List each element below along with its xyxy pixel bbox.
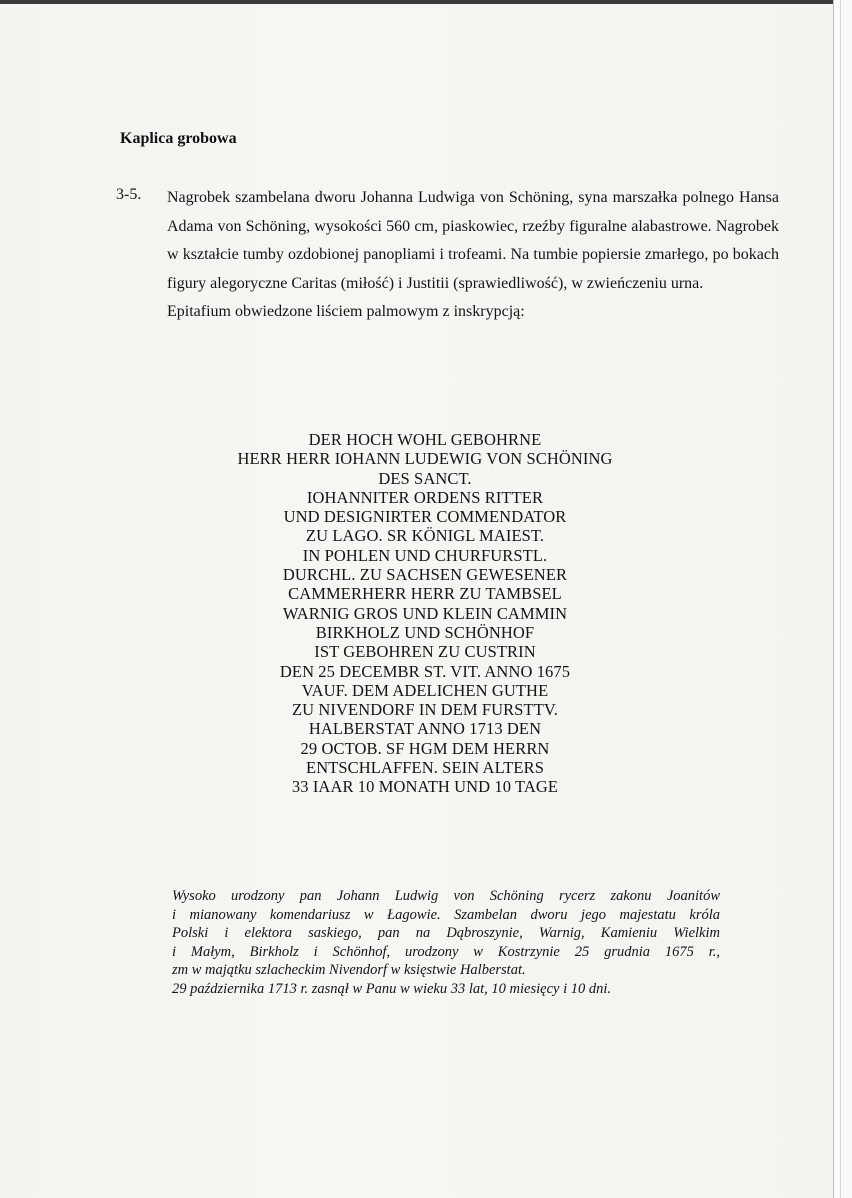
entry-number: 3-5. xyxy=(116,186,142,203)
inscription-line: WARNIG GROS UND KLEIN CAMMIN xyxy=(282,603,568,623)
translation-block xyxy=(172,887,720,999)
translation-line: i mianowany komendariusz w Łagowie. Szambelan dworu jego majestatu króla xyxy=(172,906,720,923)
inscription-line: CAMMERHERR HERR ZU TAMBSEL xyxy=(288,584,562,604)
entry-body xyxy=(167,184,779,327)
inscription-line: 29 OCTOB. SF HGM DEM HERRN xyxy=(300,738,550,758)
epitaph-intro: Epitafium obwiedzone liściem palmowym z inskrypcją: xyxy=(167,303,525,321)
inscription-line: DEN 25 DECEMBR ST. VIT. ANNO 1675 xyxy=(279,661,571,681)
inscription-line: BIRKHOLZ UND SCHÖNHOF xyxy=(315,622,535,642)
inscription-line: HERR HERR IOHANN LUDEWIG VON SCHÖNING xyxy=(237,449,613,469)
inscription-line: 33 IAAR 10 MONATH UND 10 TAGE xyxy=(291,777,559,797)
inscription-line: UND DESIGNIRTER COMMENDATOR xyxy=(283,507,567,527)
section-heading: Kaplica grobowa xyxy=(120,130,237,147)
scan-top-edge xyxy=(0,0,852,4)
translation-line: zm w majątku szlacheckim Nivendorf w księstwie Halberstat. xyxy=(172,962,526,979)
scan-right-edge xyxy=(833,0,852,1198)
inscription-line: DER HOCH WOHL GEBOHRNE xyxy=(308,430,542,449)
translation-line: Polski i elektora saskiego, pan na Dąbroszynie, Warnig, Kamieniu Wielkim xyxy=(172,925,720,942)
inscription-line: IOHANNITER ORDENS RITTER xyxy=(306,487,544,507)
inscription-line: IN POHLEN UND CHURFURSTL. xyxy=(302,545,548,565)
translation-line: Wysoko urodzony pan Johann Ludwig von Schöning rycerz zakonu Joanitów xyxy=(172,888,720,904)
inscription-block xyxy=(150,430,700,797)
entry-paragraph: Nagrobek szambelana dworu Johanna Ludwiga von Schöning, syna marszałka polnego Hansa Adama von Schöning, wysokości 560 cm, piaskowiec, rzeźby figuralne alabastrowe. Nagrobek w kształcie tumby ozdobionej panopliami i trofeami. Na tumbie popiersie zmarłego, po bokach figury alegoryczne Caritas (miłość) i Justitii (sprawiedliwość), w zwieńczeniu urna. xyxy=(167,189,779,292)
translation-line: 29 października 1713 r. zasnął w Panu w wieku 33 lat, 10 miesięcy i 10 dni. xyxy=(172,980,612,997)
inscription-line: DURCHL. ZU SACHSEN GEWESENER xyxy=(282,565,568,585)
translation-line: i Małym, Birkholz i Schönhof, urodzony w Kostrzynie 25 grudnia 1675 r., xyxy=(172,943,720,960)
inscription-line: ZU NIVENDORF IN DEM FURSTTV. xyxy=(291,700,559,720)
inscription-line: DES SANCT. xyxy=(378,468,472,488)
inscription-line: ZU LAGO. SR KÖNIGL MAIEST. xyxy=(305,526,545,546)
inscription-line: IST GEBOHREN ZU CUSTRIN xyxy=(314,642,536,662)
inscription-line: ENTSCHLAFFEN. SEIN ALTERS xyxy=(306,758,544,778)
inscription-line: VAUF. DEM ADELICHEN GUTHE xyxy=(301,680,549,700)
inscription-line: HALBERSTAT ANNO 1713 DEN xyxy=(308,719,542,739)
